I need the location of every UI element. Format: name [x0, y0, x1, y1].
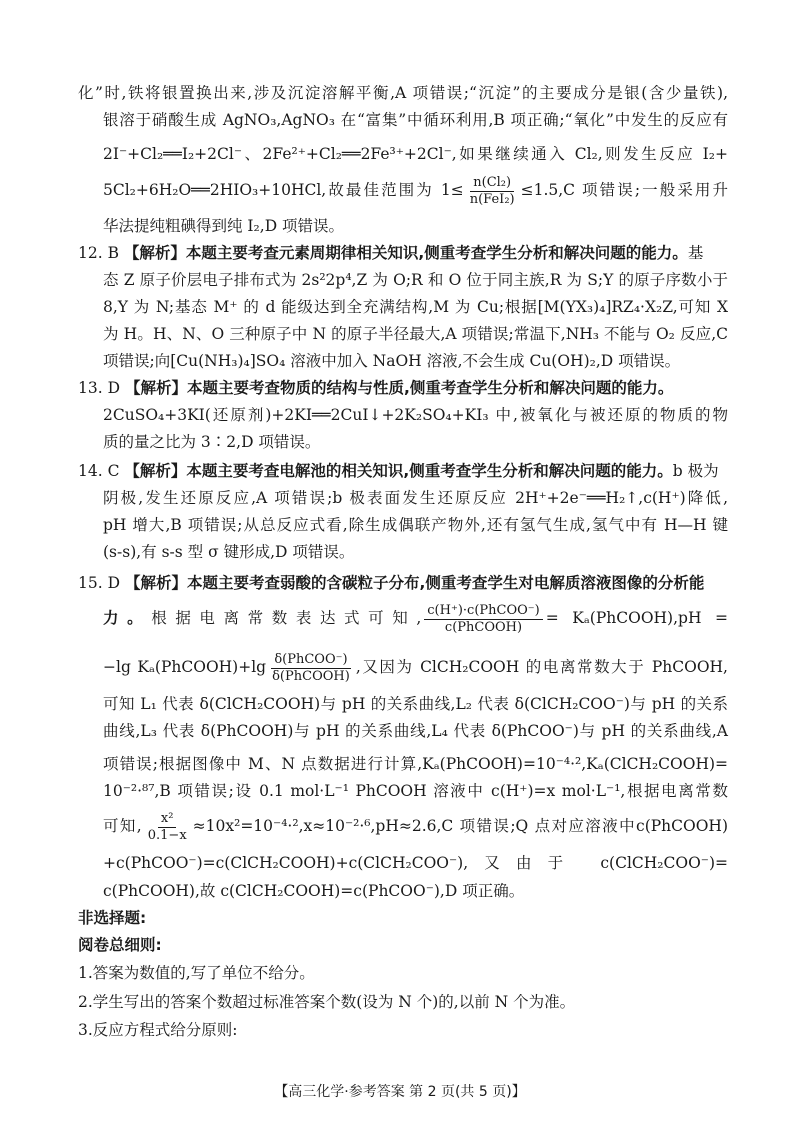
- text-line-with-fraction: 可知, $\frac{\text{x²}}{0.1-x}$ ≈10x²=10⁻⁴·²,x≈10⁻²·⁶,pH≈2.6,C 项错误;Q 点对应溶液中c(PhCOOH): [103, 810, 728, 843]
- text-line: 8,Y 为 N;基态 M⁺ 的 d 能级达到全充满结构,M 为 Cu;根据[M(YX₃)₄]RZ₄·X₂Z,可知 X: [103, 298, 728, 316]
- text-line: 项错误;向[Cu(NH₃)₄]SO₄ 溶液中加入 NaOH 溶液,不会生成 Cu(OH)₂,D 项错误。: [103, 352, 681, 370]
- text-line-with-fraction: 力。根据电离常数表达式可知, $\frac{\text{c(H⁺)·c(PhCOO⁻)}}{\text{c(PhCOOH)}}$ = Kₐ(PhCOOH),pH =: [103, 602, 728, 635]
- rules-title: 阅卷总细则:: [78, 936, 162, 954]
- question-12-heading: 12. B 【解析】本题主要考查元素周期律相关知识,侧重考查学生分析和解决问题的能力。基: [78, 244, 704, 262]
- page-footer: 【高三化学·参考答案 第 2 页(共 5 页)】: [274, 1084, 526, 1100]
- text-line: +c(PhCOO⁻)=c(ClCH₂COOH)+c(ClCH₂COO⁻),又由于 c(ClCH₂COO⁻)=: [103, 854, 728, 872]
- text-line: 为 H。H、N、O 三种原子中 N 的原子半径最大,A 项错误;常温下,NH₃ 不能与 O₂ 反应,C: [103, 325, 728, 343]
- text-line: 项错误;根据图像中 M、N 点数据进行计算,Kₐ(PhCOOH)=10⁻⁴·²,Kₐ(ClCH₂COOH)=: [103, 755, 728, 773]
- fraction: $\frac{\text{n(Cl₂)}}{\text{n(FeI₂)}}$: [469, 174, 515, 207]
- rule-item: 3.反应方程式给分原则:: [78, 1021, 238, 1039]
- rule-item: 1.答案为数值的,写了单位不给分。: [78, 964, 315, 982]
- section-heading: 非选择题:: [78, 909, 147, 927]
- text-line: (s-s),有 s-s 型 σ 键形成,D 项错误。: [103, 543, 355, 561]
- text-line: 质的量之比为 3∶2,D 项错误。: [103, 433, 321, 451]
- text-line: 态 Z 原子价层电子排布式为 2s²2p⁴,Z 为 O;R 和 O 位于同主族,R 为 S;Y 的原子序数小于: [103, 271, 728, 289]
- rule-item: 2.学生写出的答案个数超过标准答案个数(设为 N 个)的,以前 N 个为准。: [78, 993, 576, 1011]
- fraction: $\frac{\text{δ(PhCOO⁻)}}{\text{δ(PhCOOH)}}$: [272, 651, 350, 684]
- text-line: 阴极,发生还原反应,A 项错误;b 极表面发生还原反应 2H⁺+2e⁻══H₂↑,c(H⁺)降低,: [103, 489, 728, 507]
- fraction: $\frac{\text{c(H⁺)·c(PhCOO⁻)}}{\text{c(PhCOOH)}}$: [424, 603, 542, 636]
- text-line: c(PhCOOH),故 c(ClCH₂COOH)=c(PhCOO⁻),D 项正确。: [103, 882, 525, 900]
- text-line-with-fraction: 5Cl₂+6H₂O══2HIO₃+10HCl,故最佳范围为 1≤ $\frac{\text{n(Cl₂)}}{\text{n(FeI₂)}}$ ≤1.5,C 项错误;一般采用升: [103, 174, 728, 207]
- text-line: 银溶于硝酸生成 AgNO₃,AgNO₃ 在“富集”中循环利用,B 项正确;“氧化”中发生的反应有: [103, 111, 728, 129]
- text-line-with-fraction: −lg Kₐ(PhCOOH)+lg $\frac{\text{δ(PhCOO⁻)}}{\text{δ(PhCOOH)}}$ ,又因为 ClCH₂COOH 的电离常数大于 PhCOOH,: [103, 651, 728, 684]
- fraction: $\frac{\text{x²}}{0.1-x}$: [147, 810, 187, 843]
- text-line: 华法提纯粗碘得到纯 I₂,D 项错误。: [103, 217, 345, 235]
- question-13-heading: 13. D 【解析】本题主要考查物质的结构与性质,侧重考查学生分析和解决问题的能力。: [78, 379, 674, 397]
- text-line: 2CuSO₄+3KI(还原剂)+2KI══2CuI↓+2K₂SO₄+KI₃ 中,被氧化与被还原的物质的物: [103, 406, 728, 424]
- text-line: 2I⁻+Cl₂══I₂+2Cl⁻、2Fe²⁺+Cl₂══2Fe³⁺+2Cl⁻,如果继续通入 Cl₂,则发生反应 I₂+: [103, 145, 728, 163]
- question-14-heading: 14. C 【解析】本题主要考查电解池的相关知识,侧重考查学生分析和解决问题的能力。b 极为: [78, 462, 719, 480]
- text-line: pH 增大,B 项错误;从总反应式看,除生成偶联产物外,还有氢气生成,氢气中有 H—H 键: [103, 516, 728, 534]
- question-15-heading: 15. D 【解析】本题主要考查弱酸的含碳粒子分布,侧重考查学生对电解质溶液图像的分析能: [78, 574, 705, 592]
- text-line: 曲线,L₃ 代表 δ(PhCOOH)与 pH 的关系曲线,L₄ 代表 δ(PhCOO⁻)与 pH 的关系曲线,A: [103, 722, 728, 740]
- text-line: 10⁻²·⁸⁷,B 项错误;设 0.1 mol·L⁻¹ PhCOOH 溶液中 c(H⁺)=x mol·L⁻¹,根据电离常数: [103, 782, 728, 800]
- text-line: 可知 L₁ 代表 δ(ClCH₂COOH)与 pH 的关系曲线,L₂ 代表 δ(ClCH₂COO⁻)与 pH 的关系: [103, 695, 728, 713]
- text-line: 化”时,铁将银置换出来,涉及沉淀溶解平衡,A 项错误;“沉淀”的主要成分是银(含少量铁),: [78, 84, 728, 102]
